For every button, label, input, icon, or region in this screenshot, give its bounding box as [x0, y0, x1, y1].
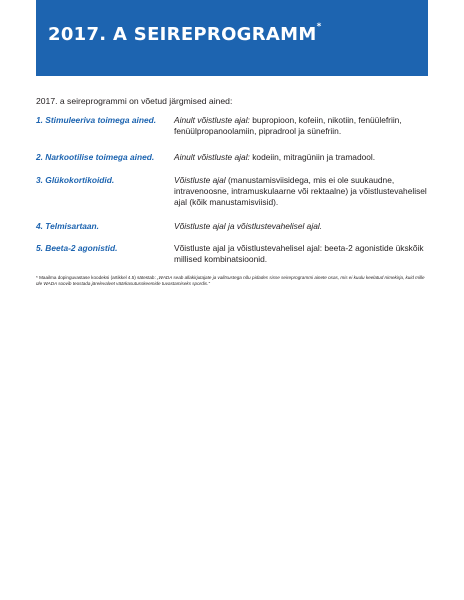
item-label: 1. Stimuleeriva toimega ained.	[36, 115, 157, 125]
item-label: 4. Telmisartaan.	[36, 221, 99, 231]
item-label: 5. Beeta-2 agonistid.	[36, 243, 118, 253]
item-label: 3. Glükokortikoidid.	[36, 175, 115, 185]
item-text: Võistluste ajal ja võistlustevahelisel ajal.	[174, 221, 323, 231]
intro-text: 2017. a seireprogrammi on võetud järgmised ained:	[36, 96, 233, 106]
footnote: * Maailma dopinguvastase koodeksi (artikkel 4.5) sätestab: „WADA seab allakirjutajate ja valitsustega nõu pidades sisse seireprogrammi ainete osas, mis ei kuulu keelatud nimekirja, kuid mille üle WADA soovib teostada järelevalvet väärkasutusskeemide tuvastamiseks spordis.”	[36, 275, 425, 286]
item-text: Ainult võistluste ajal: kodeiin, mitragüniin ja tramadool.	[174, 152, 376, 162]
item-label: 2. Narkootilise toimega ained.	[36, 152, 155, 162]
page-title: 2017. A SEIREPROGRAMM*	[48, 22, 322, 45]
header-banner	[36, 0, 428, 76]
item-text: Võistluste ajal ja võistlustevahelisel ajal: beeta-2 agonistide ükskõik millised kombinatsioonid.	[174, 243, 424, 264]
title-footnote-mark: *	[316, 22, 322, 32]
item-text: Võistluste ajal (manustamisviisidega, mis ei ole suukaudne, intravenoosne, intramuskulaarne või rektaalne) ja võistlustevahelisel ajal (kõik manustamisviisid).	[174, 175, 427, 207]
item-text: Ainult võistluste ajal: bupropioon, kofeiin, nikotiin, fenüülefriin, fenüülpropanoolamiin, pipradrool ja sünefriin.	[174, 115, 402, 136]
